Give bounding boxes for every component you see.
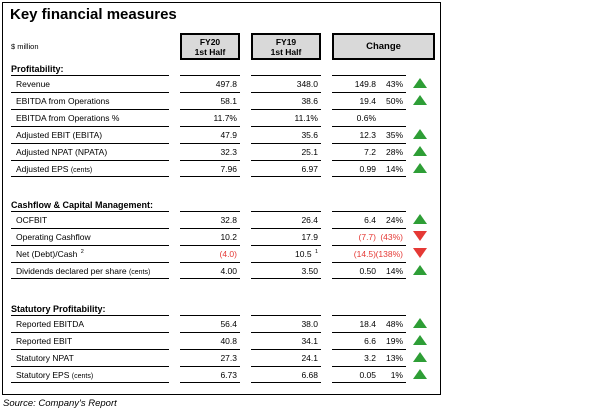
fy19-value bbox=[251, 126, 321, 143]
change-percent: 43% bbox=[385, 79, 403, 89]
column-header-change-label: Change bbox=[366, 40, 401, 52]
fy20-value-text: 58.1 bbox=[220, 96, 237, 106]
up-triangle-icon bbox=[413, 146, 427, 156]
fy19-value bbox=[251, 160, 321, 177]
change-cell bbox=[332, 245, 406, 262]
fy19-value-text: 6.97 bbox=[301, 164, 318, 174]
fy19-value bbox=[251, 109, 321, 126]
row-label-text: Operating Cashflow bbox=[16, 232, 91, 242]
section-title: Statutory Profitability: bbox=[11, 304, 106, 314]
up-triangle-icon bbox=[413, 214, 427, 224]
change-percent: 14% bbox=[385, 266, 403, 276]
fy20-value-text: 32.3 bbox=[220, 147, 237, 157]
row-label-note: (cents) bbox=[128, 269, 151, 276]
change-value: 3.2 bbox=[364, 353, 376, 363]
table-row bbox=[0, 109, 439, 126]
change-cell bbox=[332, 126, 406, 143]
change-percent: 35% bbox=[385, 130, 403, 140]
change-value: 19.4 bbox=[359, 96, 376, 106]
down-triangle-icon bbox=[413, 248, 427, 258]
fy19-value bbox=[251, 349, 321, 366]
table-row bbox=[0, 332, 439, 349]
table-row bbox=[0, 228, 439, 245]
change-cell bbox=[332, 160, 406, 177]
fy20-value-text: 56.4 bbox=[220, 319, 237, 329]
row-label-text: Statutory EPS bbox=[16, 370, 70, 380]
table-row bbox=[0, 160, 439, 177]
fy19-value bbox=[251, 315, 321, 332]
fy20-value bbox=[180, 211, 240, 228]
up-triangle-icon bbox=[413, 95, 427, 105]
change-value: 6.4 bbox=[364, 215, 376, 225]
row-label-text: Adjusted NPAT (NPATA) bbox=[16, 147, 108, 157]
row-label-text: Statutory NPAT bbox=[16, 353, 74, 363]
fy20-value bbox=[180, 92, 240, 109]
fy20-value bbox=[180, 75, 240, 92]
table-row bbox=[0, 262, 439, 279]
fy20-value-text: 10.2 bbox=[220, 232, 237, 242]
change-value: 0.05 bbox=[359, 370, 376, 380]
fy20-value-text: 40.8 bbox=[220, 336, 237, 346]
row-label bbox=[11, 92, 169, 109]
row-label-text: Net (Debt)/Cash bbox=[16, 249, 78, 259]
change-value: (7.7) bbox=[358, 232, 376, 242]
row-label bbox=[11, 160, 169, 177]
change-cell bbox=[332, 211, 406, 228]
fy20-value bbox=[180, 366, 240, 383]
fy19-value bbox=[251, 143, 321, 160]
row-label bbox=[11, 315, 169, 332]
row-label-text: Dividends declared per share bbox=[16, 266, 127, 276]
column-header-fy20 bbox=[180, 33, 240, 60]
change-percent: 1% bbox=[390, 370, 403, 380]
change-cell bbox=[332, 75, 406, 92]
row-label bbox=[11, 349, 169, 366]
fy20-value bbox=[180, 143, 240, 160]
change-percent: 14% bbox=[385, 164, 403, 174]
row-label bbox=[11, 126, 169, 143]
fy20-value bbox=[180, 126, 240, 143]
change-percent: (43%) bbox=[380, 232, 403, 242]
fy19-value-text: 348.0 bbox=[296, 79, 318, 89]
row-label bbox=[11, 262, 169, 279]
change-percent: 28% bbox=[385, 147, 403, 157]
change-cell bbox=[332, 332, 406, 349]
fy20-value-text: 4.00 bbox=[220, 266, 237, 276]
change-value: 6.6 bbox=[364, 336, 376, 346]
section-title: Cashflow & Capital Management: bbox=[11, 200, 154, 210]
change-cell bbox=[332, 366, 406, 383]
change-value: 18.4 bbox=[359, 319, 376, 329]
fy19-value-text: 11.1% bbox=[294, 113, 318, 123]
table-row bbox=[0, 75, 439, 92]
row-label bbox=[11, 245, 169, 262]
up-triangle-icon bbox=[413, 265, 427, 275]
row-label bbox=[11, 332, 169, 349]
fy20-value bbox=[180, 228, 240, 245]
change-cell bbox=[332, 109, 406, 126]
fy19-value-text: 24.1 bbox=[301, 353, 318, 363]
footnote-mark: 1 bbox=[314, 249, 318, 256]
table-row bbox=[0, 92, 439, 109]
fy20-value bbox=[180, 349, 240, 366]
fy20-value-text: 7.96 bbox=[220, 164, 237, 174]
fy19-value-text: 26.4 bbox=[301, 215, 318, 225]
row-label-note: (cents) bbox=[70, 167, 93, 174]
fy19-value bbox=[251, 366, 321, 383]
section-title: Profitability: bbox=[11, 64, 64, 74]
change-value: 0.6% bbox=[356, 113, 376, 123]
fy19-value bbox=[251, 228, 321, 245]
change-cell bbox=[332, 92, 406, 109]
change-value: 7.2 bbox=[364, 147, 376, 157]
fy19-value bbox=[251, 92, 321, 109]
change-percent: 24% bbox=[385, 215, 403, 225]
fy20-value bbox=[180, 315, 240, 332]
table-row bbox=[0, 143, 439, 160]
unit-label: $ million bbox=[11, 42, 39, 51]
row-label-text: Revenue bbox=[16, 79, 51, 89]
table-row bbox=[0, 245, 439, 262]
fy20-value bbox=[180, 109, 240, 126]
change-cell bbox=[332, 228, 406, 245]
row-label-text: Adjusted EPS bbox=[16, 164, 69, 174]
change-percent: 50% bbox=[385, 96, 403, 106]
column-header-fy19-period: 1st Half bbox=[270, 46, 302, 57]
fy20-value-text: 27.3 bbox=[220, 353, 237, 363]
column-header-fy20-year: FY20 bbox=[199, 36, 221, 47]
change-value: 12.3 bbox=[359, 130, 376, 140]
change-value: 0.50 bbox=[359, 266, 376, 276]
change-cell bbox=[332, 315, 406, 332]
fy20-value bbox=[180, 160, 240, 177]
fy19-value bbox=[251, 75, 321, 92]
fy20-value-text: 6.73 bbox=[220, 370, 237, 380]
table-row bbox=[0, 366, 439, 383]
row-label-text: OCFBIT bbox=[16, 215, 48, 225]
fy19-value-text: 25.1 bbox=[301, 147, 318, 157]
fy20-value-text: 47.9 bbox=[220, 130, 237, 140]
fy19-value-text: 17.9 bbox=[301, 232, 318, 242]
fy20-value bbox=[180, 332, 240, 349]
row-label-text: Reported EBIT bbox=[16, 336, 73, 346]
fy19-value-text: 6.68 bbox=[301, 370, 318, 380]
change-percent: (138%) bbox=[375, 249, 403, 259]
table-row bbox=[0, 211, 439, 228]
fy20-value-text: (4.0) bbox=[219, 249, 237, 259]
fy20-value bbox=[180, 245, 240, 262]
change-cell bbox=[332, 262, 406, 279]
up-triangle-icon bbox=[413, 78, 427, 88]
fy19-value-text: 38.0 bbox=[301, 319, 318, 329]
column-header-fy20-period: 1st Half bbox=[194, 46, 226, 57]
change-value: 0.99 bbox=[359, 164, 376, 174]
fy20-value bbox=[180, 262, 240, 279]
column-header-fy19 bbox=[251, 33, 321, 60]
down-triangle-icon bbox=[413, 231, 427, 241]
row-label bbox=[11, 211, 169, 228]
row-label-text: Adjusted EBIT (EBITA) bbox=[16, 130, 103, 140]
fy19-value bbox=[251, 332, 321, 349]
row-label bbox=[11, 109, 169, 126]
change-percent: 19% bbox=[385, 336, 403, 346]
fy19-value bbox=[251, 211, 321, 228]
change-percent: 48% bbox=[385, 319, 403, 329]
fy20-value-text: 497.8 bbox=[215, 79, 237, 89]
footnote-mark: 2 bbox=[80, 249, 84, 256]
fy19-value-text: 10.5 bbox=[295, 249, 312, 259]
up-triangle-icon bbox=[413, 318, 427, 328]
row-label-text: Reported EBITDA bbox=[16, 319, 85, 329]
row-label bbox=[11, 228, 169, 245]
fy19-value-text: 34.1 bbox=[301, 336, 318, 346]
table-row bbox=[0, 126, 439, 143]
fy19-value-text: 38.6 bbox=[301, 96, 318, 106]
up-triangle-icon bbox=[413, 369, 427, 379]
table-title: Key financial measures bbox=[10, 6, 177, 23]
fy20-value-text: 32.8 bbox=[220, 215, 237, 225]
fy20-value-text: 11.7% bbox=[213, 113, 237, 123]
fy19-value bbox=[251, 262, 321, 279]
column-header-change bbox=[332, 33, 435, 60]
row-label bbox=[11, 143, 169, 160]
column-header-fy19-year: FY19 bbox=[275, 36, 297, 47]
row-label-note: (cents) bbox=[71, 373, 94, 380]
up-triangle-icon bbox=[413, 129, 427, 139]
source-note: Source: Company's Report bbox=[3, 398, 117, 409]
change-cell bbox=[332, 349, 406, 366]
change-value: (14.5) bbox=[353, 249, 376, 259]
up-triangle-icon bbox=[413, 163, 427, 173]
change-cell bbox=[332, 143, 406, 160]
table-row bbox=[0, 349, 439, 366]
up-triangle-icon bbox=[413, 335, 427, 345]
table-row bbox=[0, 315, 439, 332]
fy19-value bbox=[251, 245, 321, 262]
row-label-text: EBITDA from Operations % bbox=[16, 113, 120, 123]
up-triangle-icon bbox=[413, 352, 427, 362]
row-label bbox=[11, 75, 169, 92]
row-label bbox=[11, 366, 169, 383]
fy19-value-text: 3.50 bbox=[301, 266, 318, 276]
row-label-text: EBITDA from Operations bbox=[16, 96, 110, 106]
change-value: 149.8 bbox=[354, 79, 376, 89]
change-percent: 13% bbox=[385, 353, 403, 363]
fy19-value-text: 35.6 bbox=[301, 130, 318, 140]
